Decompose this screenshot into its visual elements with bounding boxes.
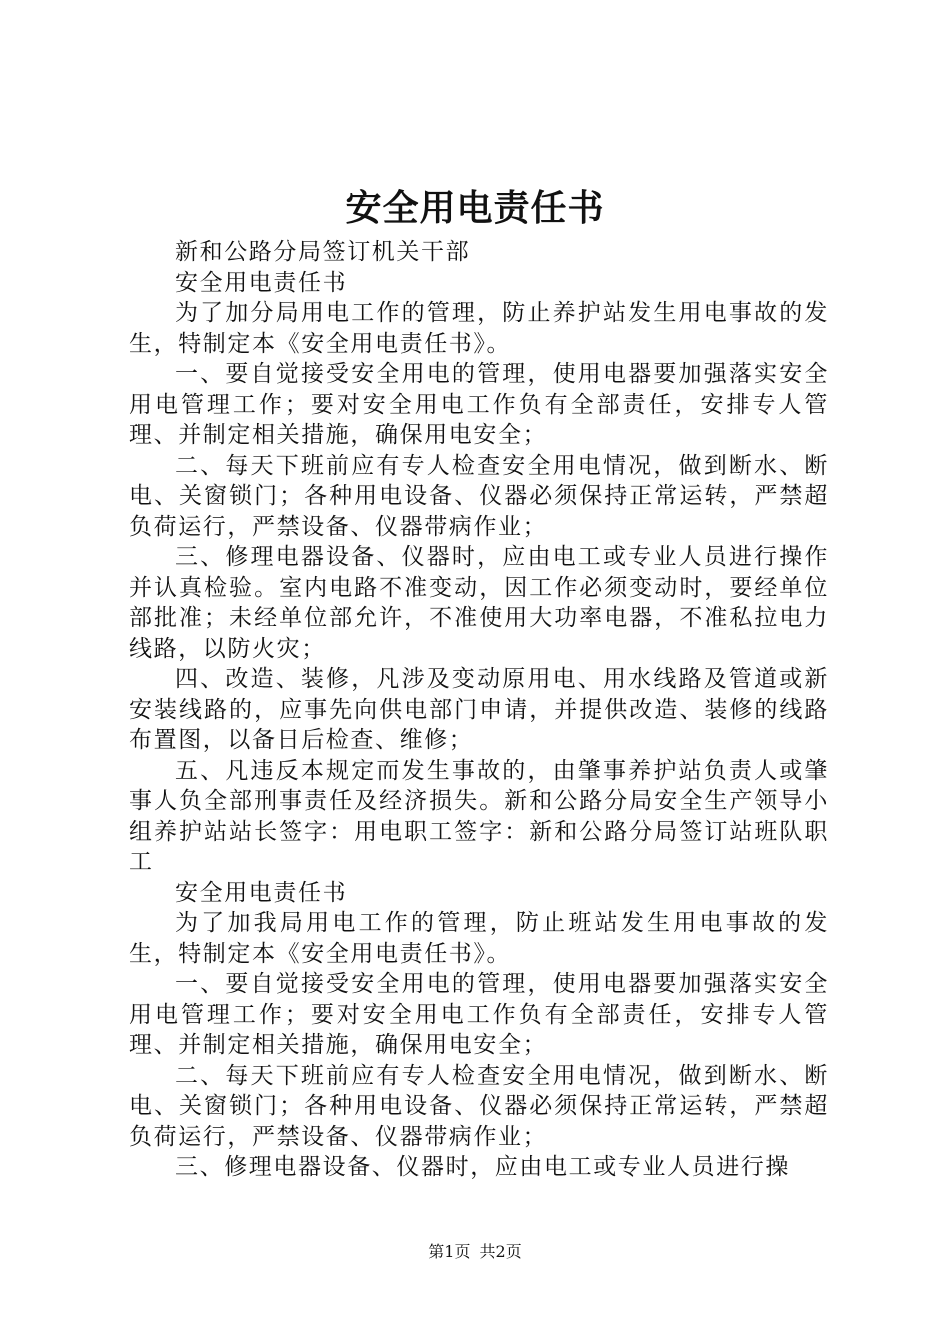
- paragraph: 一、要自觉接受安全用电的管理，使用电器要加强落实安全用电管理工作；要对安全用电工作负有全部责任，安排专人管理、并制定相关措施，确保用电安全；: [129, 361, 829, 448]
- page-total: 共2页: [479, 1242, 522, 1261]
- paragraph: 为了加分局用电工作的管理，防止养护站发生用电事故的发生，特制定本《安全用电责任书》。: [129, 300, 829, 357]
- paragraph: 安全用电责任书: [175, 879, 348, 906]
- paragraph: 五、凡违反本规定而发生事故的，由肇事养护站负责人或肇事人负全部刑事责任及经济损失。新和公路分局安全生产领导小组养护站站长签字：用电职工签字：新和公路分局签订站班队职工: [129, 757, 829, 875]
- paragraph: 一、要自觉接受安全用电的管理，使用电器要加强落实安全用电管理工作；要对安全用电工作负有全部责任，安排专人管理、并制定相关措施，确保用电安全；: [129, 971, 829, 1058]
- document-title: 安全用电责任书: [345, 187, 605, 229]
- paragraph: 四、改造、装修，凡涉及变动原用电、用水线路及管道或新安装线路的，应事先向供电部门申请，并提供改造、装修的线路布置图，以备日后检查、维修；: [129, 666, 829, 753]
- paragraph: 三、修理电器设备、仪器时，应由电工或专业人员进行操: [175, 1154, 790, 1180]
- paragraph: 二、每天下班前应有专人检查安全用电情况，做到断水、断电、关窗锁门；各种用电设备、仪器必须保持正常运转，严禁超负荷运行，严禁设备、仪器带病作业；: [129, 1062, 829, 1150]
- paragraph: 二、每天下班前应有专人检查安全用电情况，做到断水、断电、关窗锁门；各种用电设备、仪器必须保持正常运转，严禁超负荷运行，严禁设备、仪器带病作业；: [129, 452, 829, 540]
- document-body: [129, 237, 829, 1183]
- page-number: 第1页: [428, 1242, 471, 1261]
- paragraph: 新和公路分局签订机关干部: [175, 239, 471, 265]
- paragraph: 为了加我局用电工作的管理，防止班站发生用电事故的发生，特制定本《安全用电责任书》。: [129, 910, 829, 967]
- page-footer: [0, 1242, 950, 1262]
- paragraph: 三、修理电器设备、仪器时，应由电工或专业人员进行操作并认真检验。室内电路不准变动，因工作必须变动时，要经单位部批准；未经单位部允许，不准使用大功率电器，不准私拉电力线路，以防火灾；: [129, 544, 829, 662]
- paragraph: 安全用电责任书: [175, 269, 348, 296]
